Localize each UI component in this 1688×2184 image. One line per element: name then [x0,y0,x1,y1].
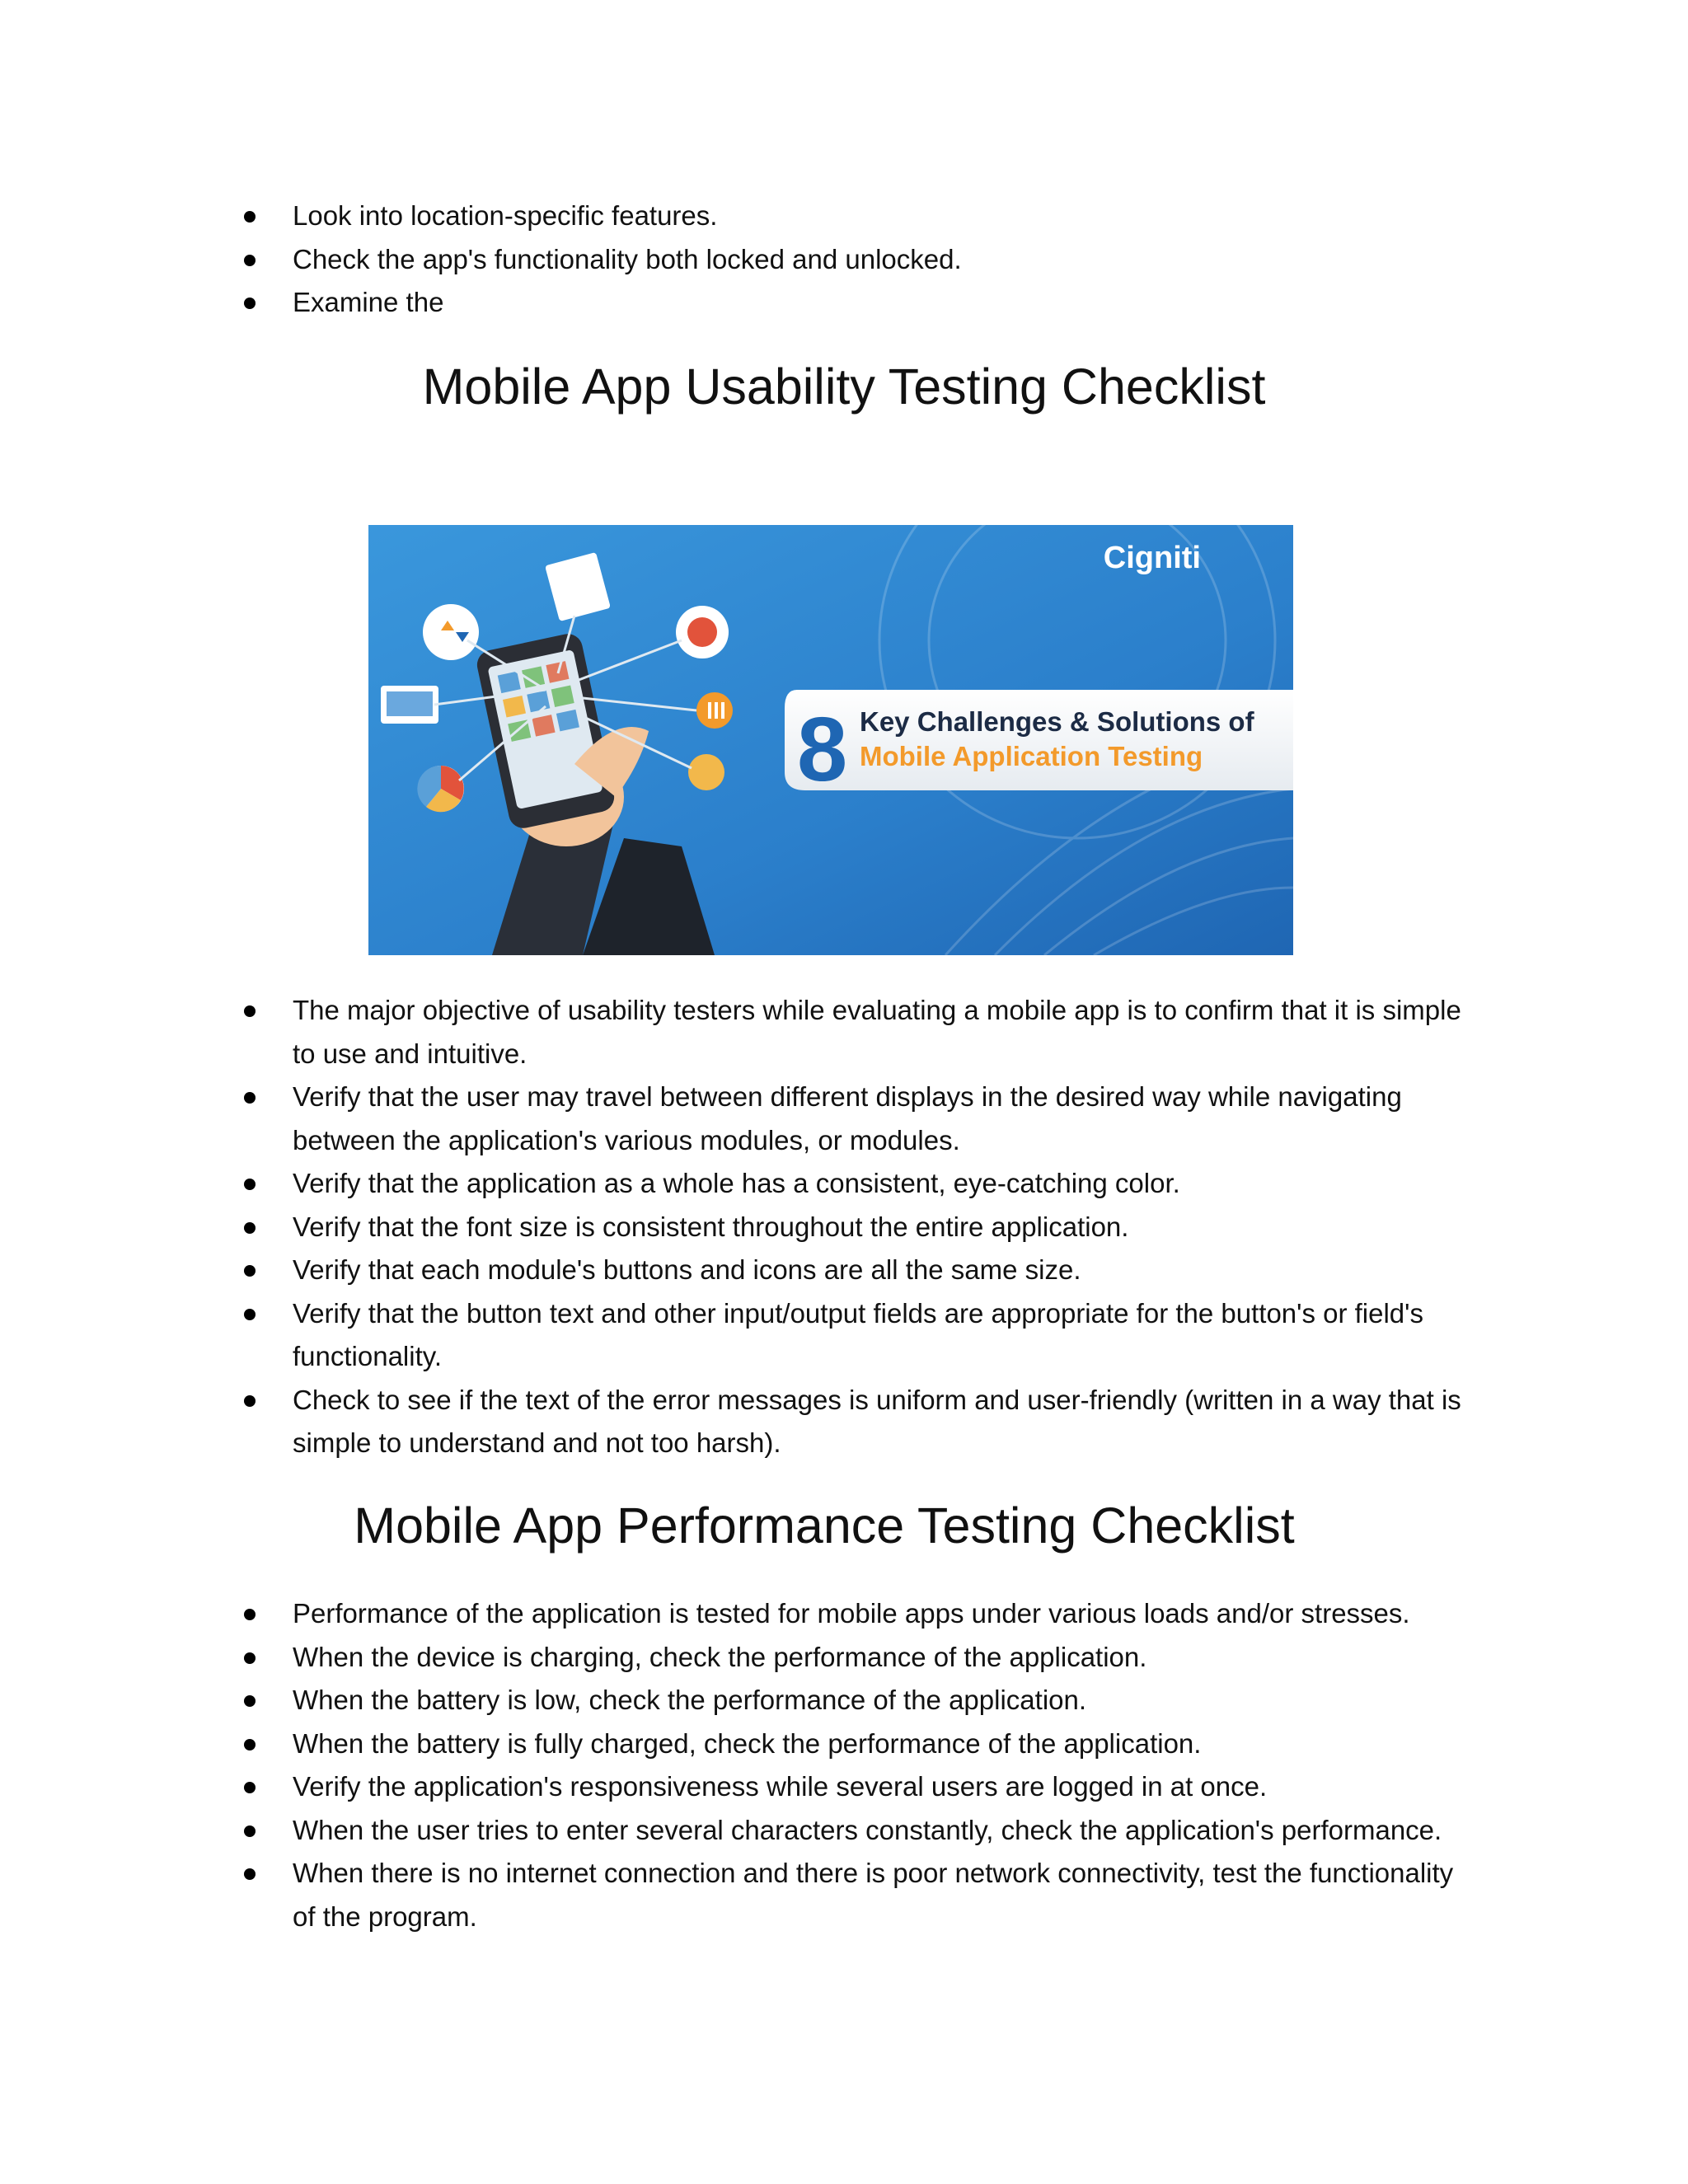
performance-heading: Mobile App Performance Testing Checklist [354,1497,1295,1554]
bullet-icon [244,1222,256,1234]
list-item: Check to see if the text of the error messages is uniform and user-friendly (written in a way that is simple to understand and not too harsh). [0,1379,1688,1465]
list-item: Verify that each module's buttons and icons are all the same size. [0,1249,1688,1292]
banner-line1: Key Challenges & Solutions of [860,706,1254,737]
challenge-count: 8 [797,699,848,800]
banner-image [368,525,1293,955]
bullet-icon [244,1092,256,1104]
list-item: Examine the [0,281,1688,325]
bullet-icon [244,1739,256,1750]
bullet-icon [244,1005,256,1017]
bullet-icon [244,1309,256,1320]
list-item: Verify the application's responsiveness while several users are logged in at once. [0,1765,1688,1809]
usability-heading: Mobile App Usability Testing Checklist [422,359,1266,415]
bullet-icon [244,1825,256,1837]
list-item: When the battery is fully charged, check the performance of the application. [0,1722,1688,1766]
bullet-icon [244,255,256,266]
bulb-icon [688,754,724,790]
list-item: Verify that the button text and other input/output fields are appropriate for the button's or field's functionality. [0,1292,1688,1379]
bullet-icon [244,1652,256,1664]
list-item: Verify that the font size is consistent throughout the entire application. [0,1206,1688,1249]
bullet-icon [244,211,256,223]
usability-bullet-list [0,989,1688,1465]
list-item: When the battery is low, check the performance of the application. [0,1679,1688,1722]
title-plate [785,690,1293,790]
list-item: The major objective of usability testers while evaluating a mobile app is to confirm that it is simple to use and intuitive. [0,989,1688,1076]
cloud-icon [423,604,479,660]
bullet-icon [244,1265,256,1277]
list-item: Check the app's functionality both locked and unlocked. [0,238,1688,282]
bullet-icon [244,1609,256,1620]
bullet-icon [244,1179,256,1190]
bullet-icon [244,1782,256,1793]
list-item: Verify that the application as a whole has a consistent, eye-catching color. [0,1162,1688,1206]
list-item: When the user tries to enter several characters constantly, check the application's performance. [0,1809,1688,1853]
list-item: When the device is charging, check the performance of the application. [0,1636,1688,1680]
bullet-icon [244,1868,256,1880]
bullet-icon [244,298,256,309]
list-item: Verify that the user may travel between different displays in the desired way while navigating between the application's various modules, or modules. [0,1076,1688,1162]
list-item: Performance of the application is tested for mobile apps under various loads and/or stresses. [0,1592,1688,1636]
list-item: Look into location-specific features. [0,194,1688,238]
banner-line2: Mobile Application Testing [860,741,1203,771]
brand-logo: Cigniti [1103,541,1201,575]
top-bullet-list [0,194,1688,325]
bullet-icon [244,1695,256,1707]
list-item: When there is no internet connection and there is poor network connectivity, test the functionality of the program. [0,1852,1688,1938]
performance-bullet-list [0,1592,1688,1938]
bullet-icon [244,1395,256,1407]
